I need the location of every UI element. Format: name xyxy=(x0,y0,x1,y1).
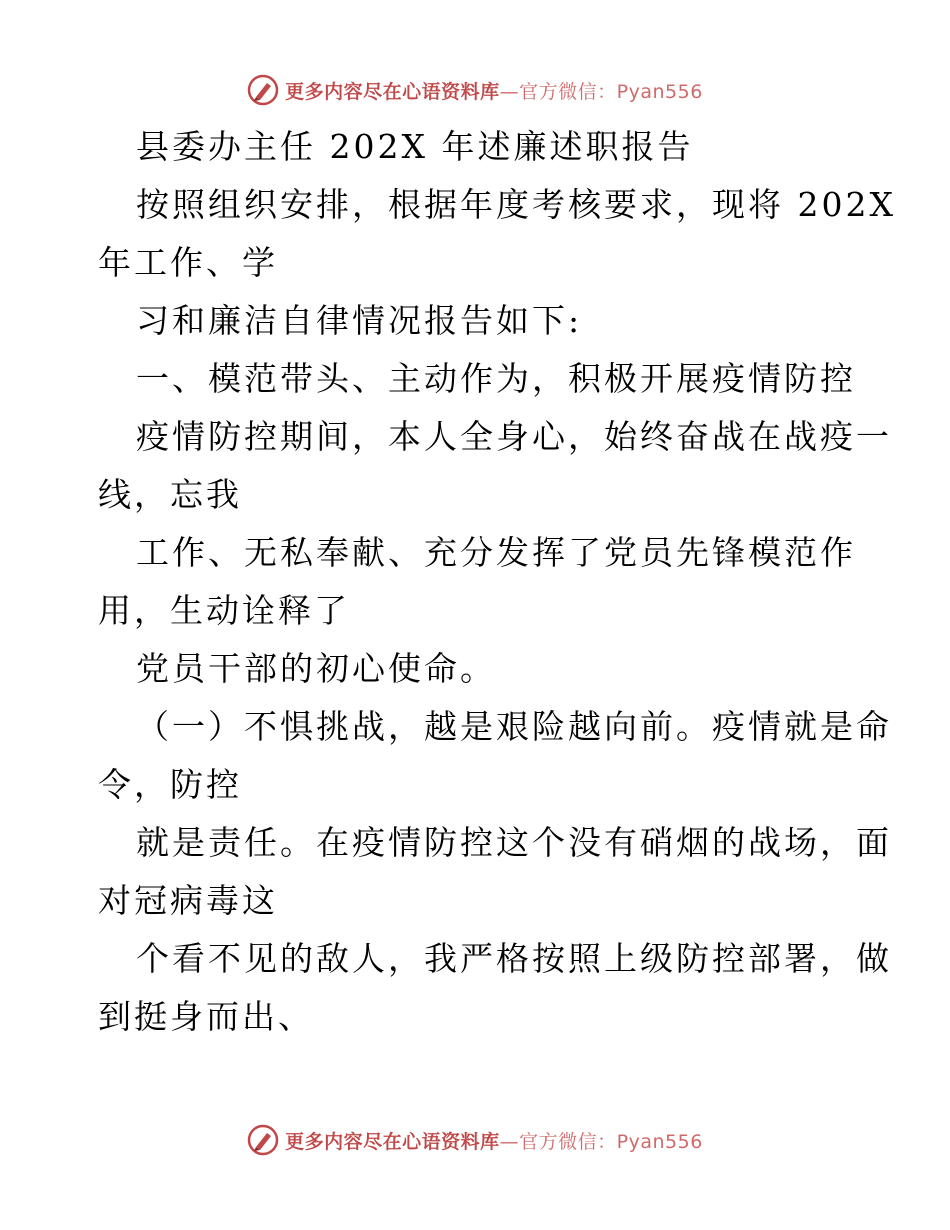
text-line: 年工作、学 xyxy=(98,243,278,282)
text-line: 习和廉洁自律情况报告如下: xyxy=(136,301,583,340)
header-watermark xyxy=(0,70,950,110)
text-line: 按照组织安排，根据年度考核要求，现将 202X xyxy=(136,185,896,224)
pen-logo-icon xyxy=(247,74,279,106)
text-line: 线，忘我 xyxy=(98,475,242,514)
text-line: 对冠病毒这 xyxy=(98,881,278,920)
watermark-text xyxy=(285,1127,703,1154)
pen-logo-icon xyxy=(247,1124,279,1156)
text-line: 疫情防控期间，本人全身心，始终奋战在战疫一 xyxy=(136,417,892,456)
watermark-suffix: 官方微信：Pyan556 xyxy=(519,80,703,103)
watermark-text xyxy=(285,77,703,104)
watermark-brand: 更多内容尽在心语资料库 xyxy=(285,1130,500,1153)
watermark-brand: 更多内容尽在心语资料库 xyxy=(285,80,500,103)
text-line: 就是责任。在疫情防控这个没有硝烟的战场，面 xyxy=(136,823,892,862)
subsection-heading: （一）不惧挑战，越是艰险越向前。疫情就是命 xyxy=(136,707,892,746)
text-line: 党员干部的初心使命。 xyxy=(136,649,496,688)
watermark-separator: — xyxy=(499,80,520,103)
watermark-suffix: 官方微信：Pyan556 xyxy=(519,1130,703,1153)
text-line: 工作、无私奉献、充分发挥了党员先锋模范作 xyxy=(136,533,856,572)
text-line: 用，生动诠释了 xyxy=(98,591,350,630)
footer-watermark xyxy=(0,1120,950,1160)
text-line: 令，防控 xyxy=(98,765,242,804)
document-title: 县委办主任 202X 年述廉述职报告 xyxy=(136,127,694,166)
watermark-separator: — xyxy=(499,1130,520,1153)
text-line: 个看不见的敌人，我严格按照上级防控部署，做 xyxy=(136,939,892,978)
text-line: 到挺身而出、 xyxy=(98,997,314,1036)
section-heading: 一、模范带头、主动作为，积极开展疫情防控 xyxy=(136,359,856,398)
